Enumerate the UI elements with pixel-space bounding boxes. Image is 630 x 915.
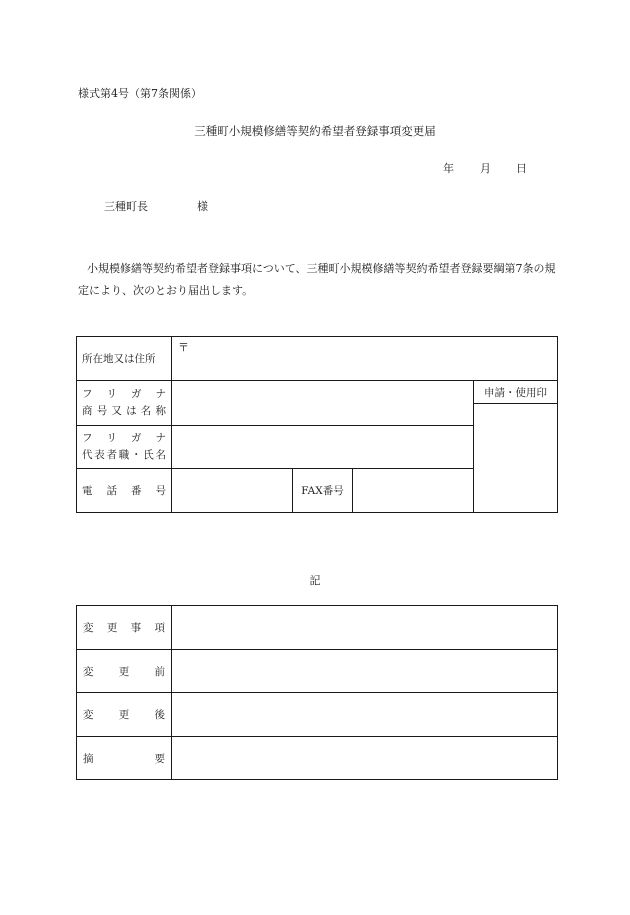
change-before-label: 変 更 前 — [77, 650, 172, 693]
company-label — [77, 381, 172, 426]
body-paragraph: 小規模修繕等契約希望者登録事項について、三種町小規模修繕等契約希望者登録要綱第7条の規定により、次のとおり届出します。 — [78, 262, 556, 297]
company-name-label: 商 号 又 は 名 称 — [82, 405, 166, 417]
company-name-field[interactable] — [172, 381, 474, 426]
postal-mark: 〒 — [178, 341, 189, 354]
change-item-label: 変 更 事 項 — [77, 606, 172, 650]
change-after-label: 変 更 後 — [77, 693, 172, 737]
change-item-row — [77, 606, 558, 650]
date-month-label: 月 — [480, 162, 491, 175]
address-label: 所在地又は住所 — [77, 337, 172, 381]
company-furigana-label: フ リ ガ ナ — [82, 388, 166, 400]
phone-field[interactable] — [172, 469, 293, 513]
remarks-row — [77, 737, 558, 780]
representative-furigana-label: フ リ ガ ナ — [82, 432, 166, 444]
change-after-row — [77, 693, 558, 737]
change-item-field[interactable] — [172, 606, 558, 650]
remarks-label: 摘 要 — [77, 737, 172, 780]
address-row — [77, 337, 558, 381]
date-year-label: 年 — [443, 162, 454, 175]
addressee-name: 三種町長 — [104, 200, 148, 213]
document-title: 三種町小規模修繕等契約希望者登録事項変更届 — [194, 124, 436, 138]
address-field[interactable] — [172, 337, 558, 381]
remarks-field[interactable] — [172, 737, 558, 780]
representative-name-field[interactable] — [172, 426, 474, 469]
seal-label: 申請・使用印 — [474, 381, 558, 404]
addressee-honorific: 様 — [197, 200, 208, 213]
form-number-label: 様式第4号（第7条関係） — [78, 87, 202, 100]
company-row — [77, 381, 558, 404]
change-before-row — [77, 650, 558, 693]
change-after-field[interactable] — [172, 693, 558, 737]
change-before-field[interactable] — [172, 650, 558, 693]
fax-field[interactable] — [353, 469, 474, 513]
fax-label: FAX番号 — [293, 469, 353, 513]
phone-label: 電 話 番 号 — [77, 469, 172, 513]
records-heading: 記 — [309, 574, 321, 587]
seal-box[interactable] — [474, 404, 558, 513]
representative-name-label: 代 表 者 職 ・ 氏 名 — [82, 449, 166, 461]
representative-label — [77, 426, 172, 469]
applicant-info-table — [76, 336, 558, 513]
date-day-label: 日 — [516, 162, 527, 175]
change-details-table — [76, 605, 558, 780]
